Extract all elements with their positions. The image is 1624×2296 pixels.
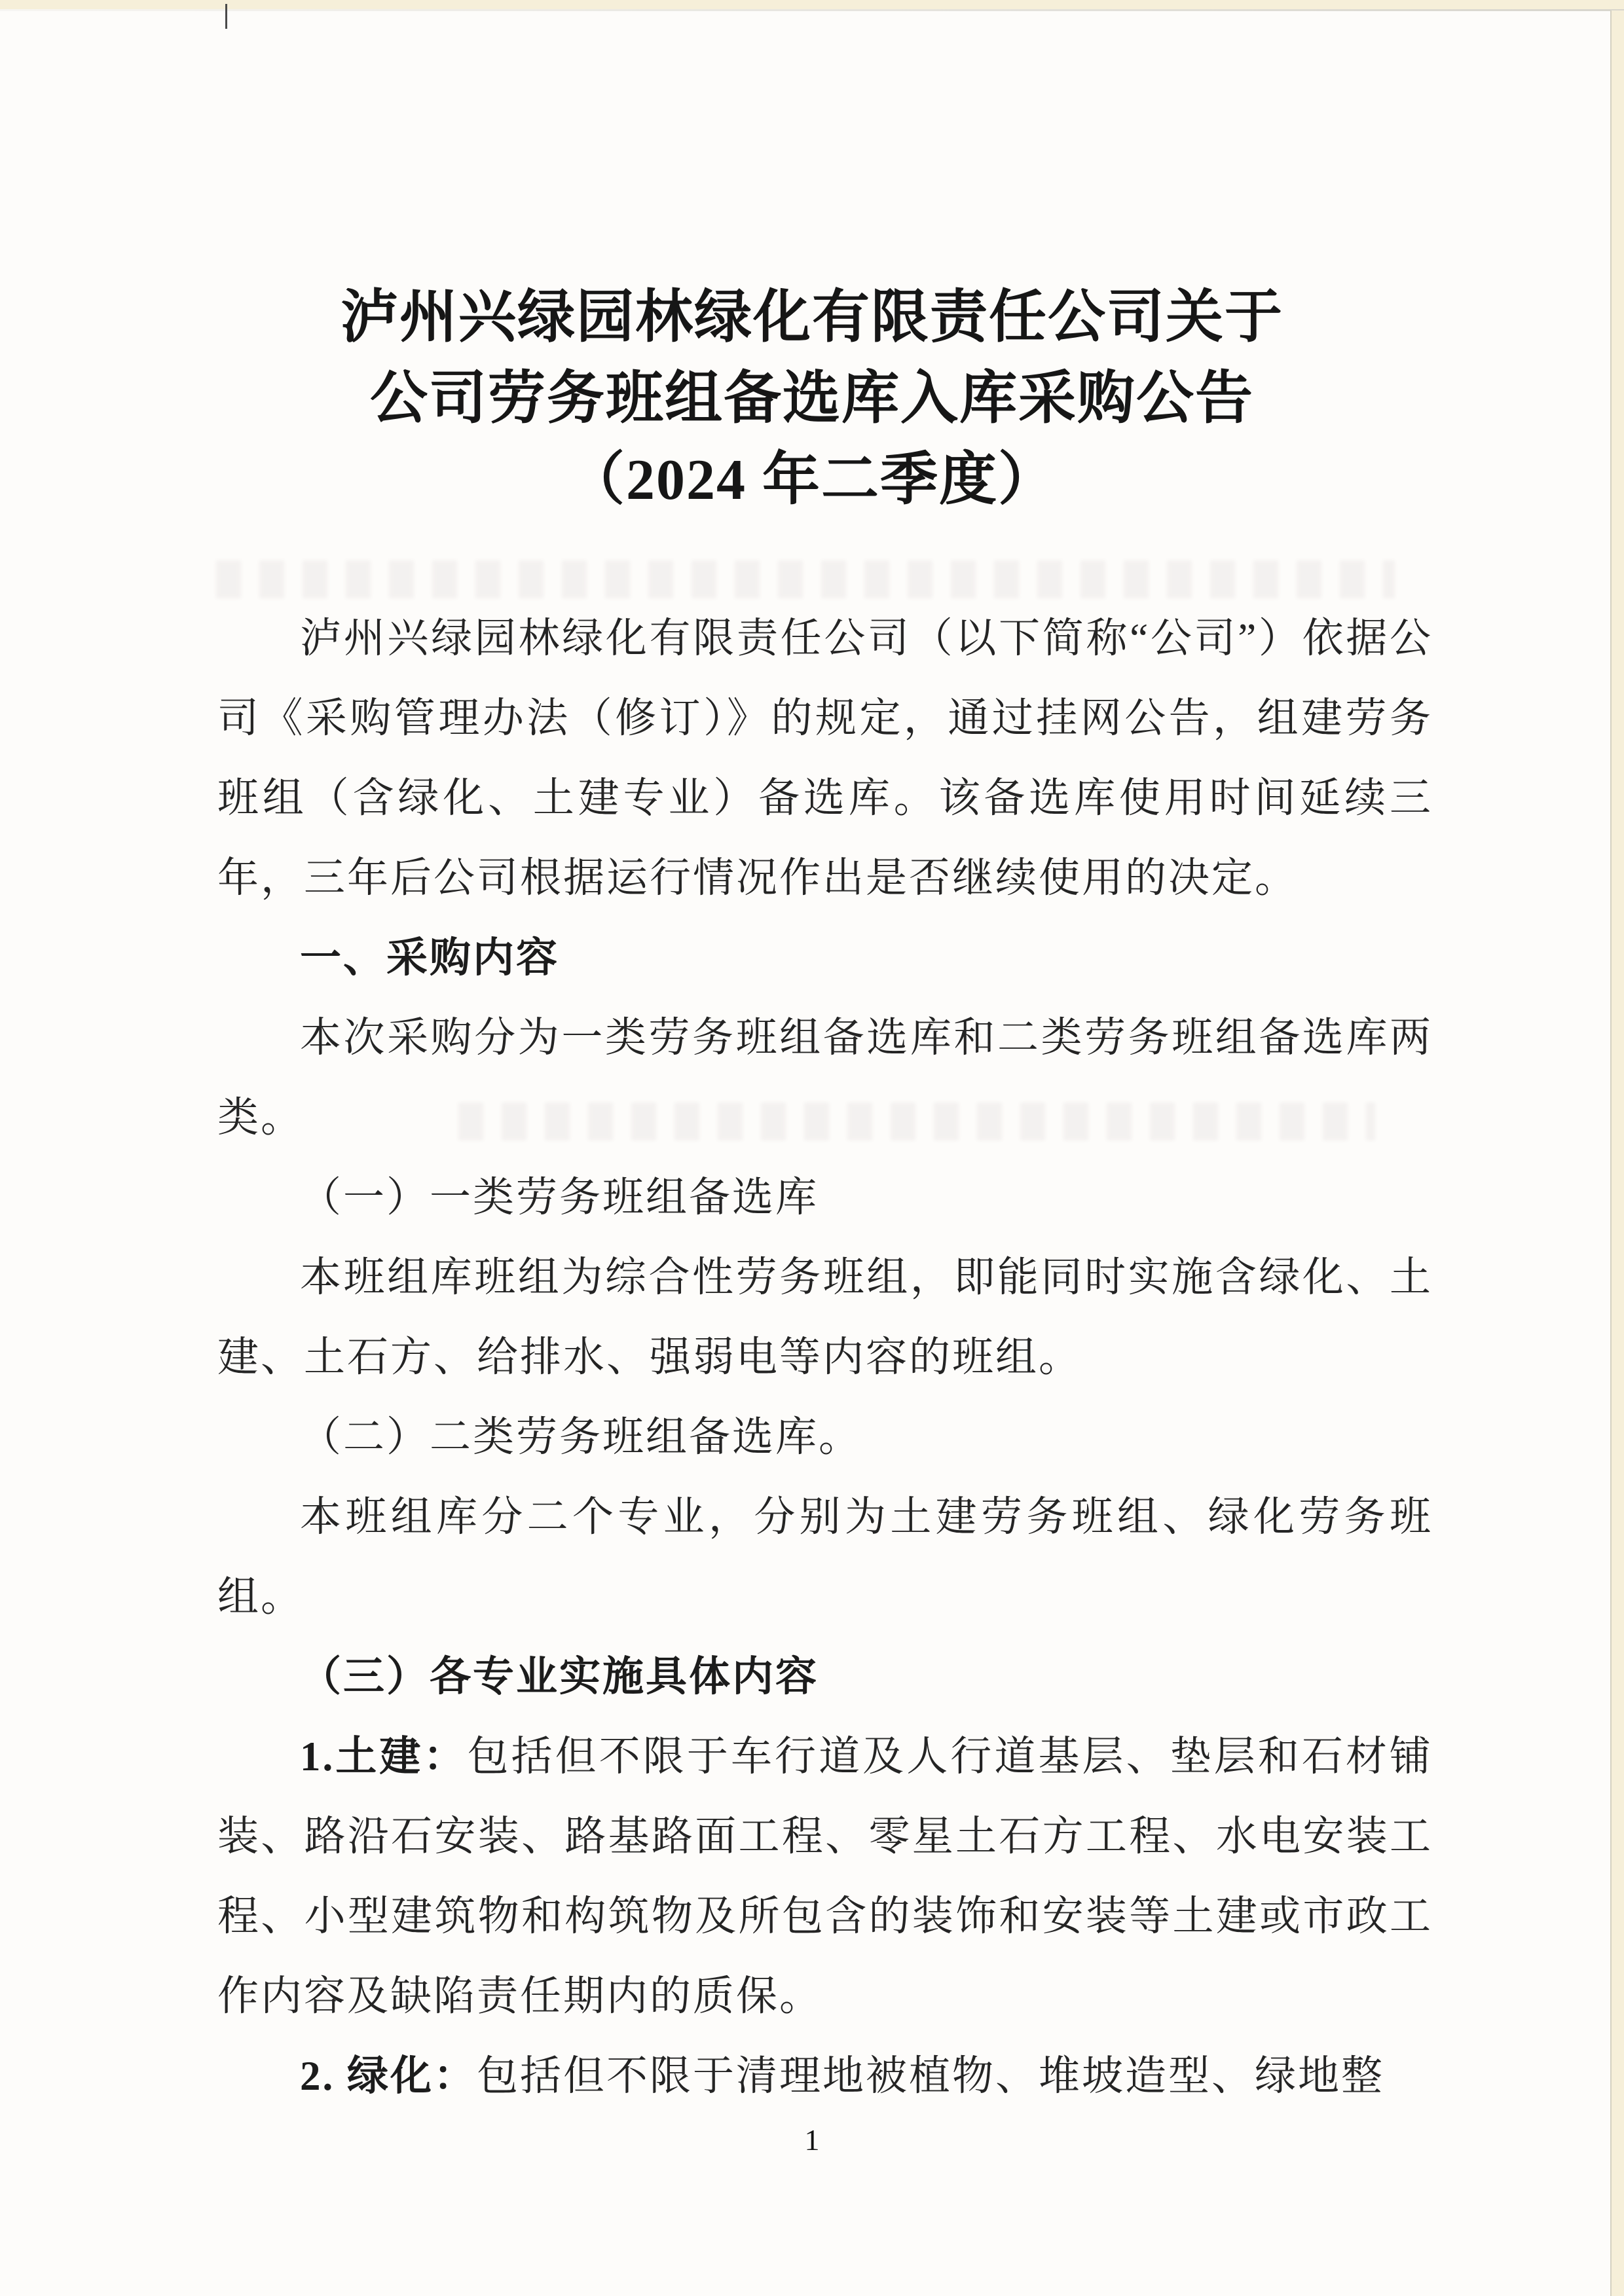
greening-text: 包括但不限于清理地被植物、堆坡造型、绿地整 bbox=[477, 2053, 1384, 2099]
subsection-heading-category-two: （二）二类劳务班组备选库。 bbox=[300, 1414, 862, 1460]
paragraph-civil-works bbox=[217, 1717, 1433, 2036]
document-body bbox=[217, 598, 1433, 2116]
paragraph-two-categories: 本次采购分为一类劳务班组备选库和二类劳务班组备选库两类。 bbox=[217, 1015, 1433, 1140]
ink-bleed-ghost bbox=[216, 560, 1395, 598]
civil-works-text: 包括但不限于车行道及人行道基层、垫层和石材铺装、路沿石安装、路基路面工程、零星土石方工程、水电安装工程、小型建筑物和构筑物及所包含的装饰和安装等土建或市政工作内容及缺陷责任期内的质保。 bbox=[217, 1734, 1433, 2019]
title-line-3: （2024 年二季度） bbox=[566, 448, 1057, 512]
section-heading-procurement-content: 一、采购内容 bbox=[300, 935, 559, 981]
civil-works-label: 1.土建： bbox=[300, 1734, 468, 1779]
paragraph-category-one-description: 本班组库班组为综合性劳务班组，即能同时实施含绿化、土建、土石方、给排水、强弱电等内容的班组。 bbox=[217, 1254, 1433, 1380]
document-title bbox=[0, 0, 1624, 521]
title-line-2: 公司劳务班组备选库入库采购公告 bbox=[369, 367, 1254, 431]
paragraph-intro: 泸州兴绿园林绿化有限责任公司（以下简称“公司”）依据公司《采购管理办法（修订）》的规定，通过挂网公告，组建劳务班组（含绿化、土建专业）备选库。该备选库使用时间延续三年，三年后公司根据运行情况作出是否继续使用的决定。 bbox=[217, 615, 1433, 901]
paragraph-category-two-description: 本班组库分二个专业，分别为土建劳务班组、绿化劳务班组。 bbox=[217, 1494, 1433, 1620]
subsection-heading-specialty-content: （三）各专业实施具体内容 bbox=[300, 1654, 819, 1700]
subsection-heading-category-one: （一）一类劳务班组备选库 bbox=[300, 1175, 819, 1220]
greening-label: 2. 绿化： bbox=[300, 2053, 477, 2099]
page-number: 1 bbox=[804, 2123, 820, 2157]
paragraph-greening bbox=[217, 2036, 1433, 2116]
title-line-1: 泸州兴绿园林绿化有限责任公司关于 bbox=[340, 286, 1283, 350]
